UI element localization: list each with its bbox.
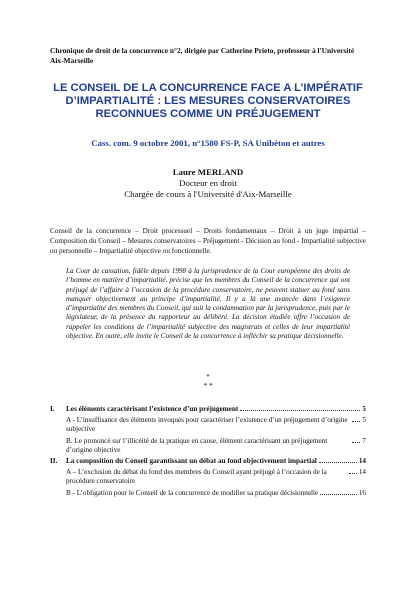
toc-entry-text: A – L’exclusion du débat du fond des membres du Conseil ayant préjugé à l’occasion de la procédure conservatoire — [66, 468, 327, 486]
toc-entry-number: II. — [50, 457, 58, 466]
article-title — [46, 82, 370, 121]
toc-leader-dots — [349, 473, 357, 474]
author-block — [50, 167, 366, 200]
separator-star-bottom: * * — [203, 381, 213, 390]
toc-page-number: 14 — [358, 457, 366, 466]
toc-entry-text: B - L’obligation pour le Conseil de la concurrence de modifier sa pratique décisionnelle — [66, 488, 319, 497]
case-citation: Cass. com. 9 octobre 2001, n°1580 FS-P, SA Unibéton et autres — [91, 138, 325, 148]
separator-star-top: * — [206, 372, 210, 381]
toc-entry-text: B. Le prononcé sur l’illicéité de la pratique en cause, élément caractérisant un préjugement d’origine objective — [66, 436, 328, 454]
toc-entry-text: La composition du Conseil garantissant un débat au fond objectivement impartial — [66, 457, 317, 466]
toc-leader-dots — [352, 442, 360, 443]
toc-entry-text: A - L’insuffisance des éléments invoqués pour caractériser l’existence d’un préjugement d’origine subjective — [66, 416, 348, 434]
toc-entry-text: Les éléments caractérisant l’existence d’un préjugement — [66, 405, 239, 413]
toc-entry-2a[interactable] — [50, 468, 366, 486]
toc-page-number: 5 — [362, 405, 366, 413]
title-line-3: RECONNUES COMME UN PRÉJUGEMENT — [95, 108, 321, 120]
toc-page-number: 14 — [358, 468, 366, 477]
toc-entry-number: I. — [50, 405, 55, 413]
author-title-2: Chargée de cours à l'Université d'Aix-Marseille — [124, 189, 292, 199]
table-of-contents — [50, 405, 366, 500]
section-separator — [50, 372, 366, 390]
toc-leader-dots — [319, 462, 357, 463]
toc-entry-1[interactable] — [50, 405, 366, 414]
toc-entry-2[interactable] — [50, 457, 366, 466]
author-title-1: Docteur en droit — [179, 178, 237, 188]
author-name: Laure MERLAND — [172, 167, 244, 177]
title-line-2: D’IMPARTIALITÉ : LES MESURES CONSERVATOIRES — [65, 95, 351, 107]
keywords-paragraph: Conseil de la concurrence – Droit processuel – Droits fondamentaux – Droit à un juge impartial – Composition du Conseil – Mesures conservatoires – Préjugement - Décision au fond - Impartialité subjective ou personnelle – Impartialité objective ou fonctionnelle. — [50, 227, 366, 256]
toc-entry-1a[interactable] — [50, 416, 366, 434]
toc-leader-dots — [352, 421, 360, 422]
toc-page-number: 5 — [362, 416, 366, 425]
toc-leader-dots — [320, 494, 357, 495]
toc-entry-1b[interactable] — [50, 437, 366, 455]
abstract-paragraph: La Cour de cassation, fidèle depuis 1998 à la jurisprudence de la Cour européenne des droits de l’homme en matière d’impartialité, précise que les membres du Conseil de la concurrence qui ont préjugé de l’affaire à l’occasion de la procédure conservatoire, ne peuvent statuer au fond sans manquer objectivement au principe d’impartialité. Il y a là une avancée dans l’exigence d’impartialité des membres du Conseil, qui suit la condamnation par la jurisprudence, puis par le législateur, de la présence du rapporteur au délibéré. La décision étudiée offre l’occasion de rappeler les conditions de l’impartialité subjective des magistrats et celles de leur impartialité objective. En outre, elle invite le Conseil de la concurrence à infléchir sa pratique décisionnelle. — [66, 267, 350, 341]
toc-page-number: 16 — [358, 488, 366, 497]
toc-leader-dots — [240, 410, 360, 411]
toc-entry-2b[interactable] — [50, 489, 366, 498]
chronicle-header: Chronique de droit de la concurrence n°2, dirigée par Catherine Prieto, professeur à l'Université Aix-Marseille — [50, 46, 355, 65]
title-line-1: LE CONSEIL DE LA CONCURRENCE FACE A L’IMPÉRATIF — [53, 82, 363, 94]
toc-page-number: 7 — [362, 436, 366, 445]
